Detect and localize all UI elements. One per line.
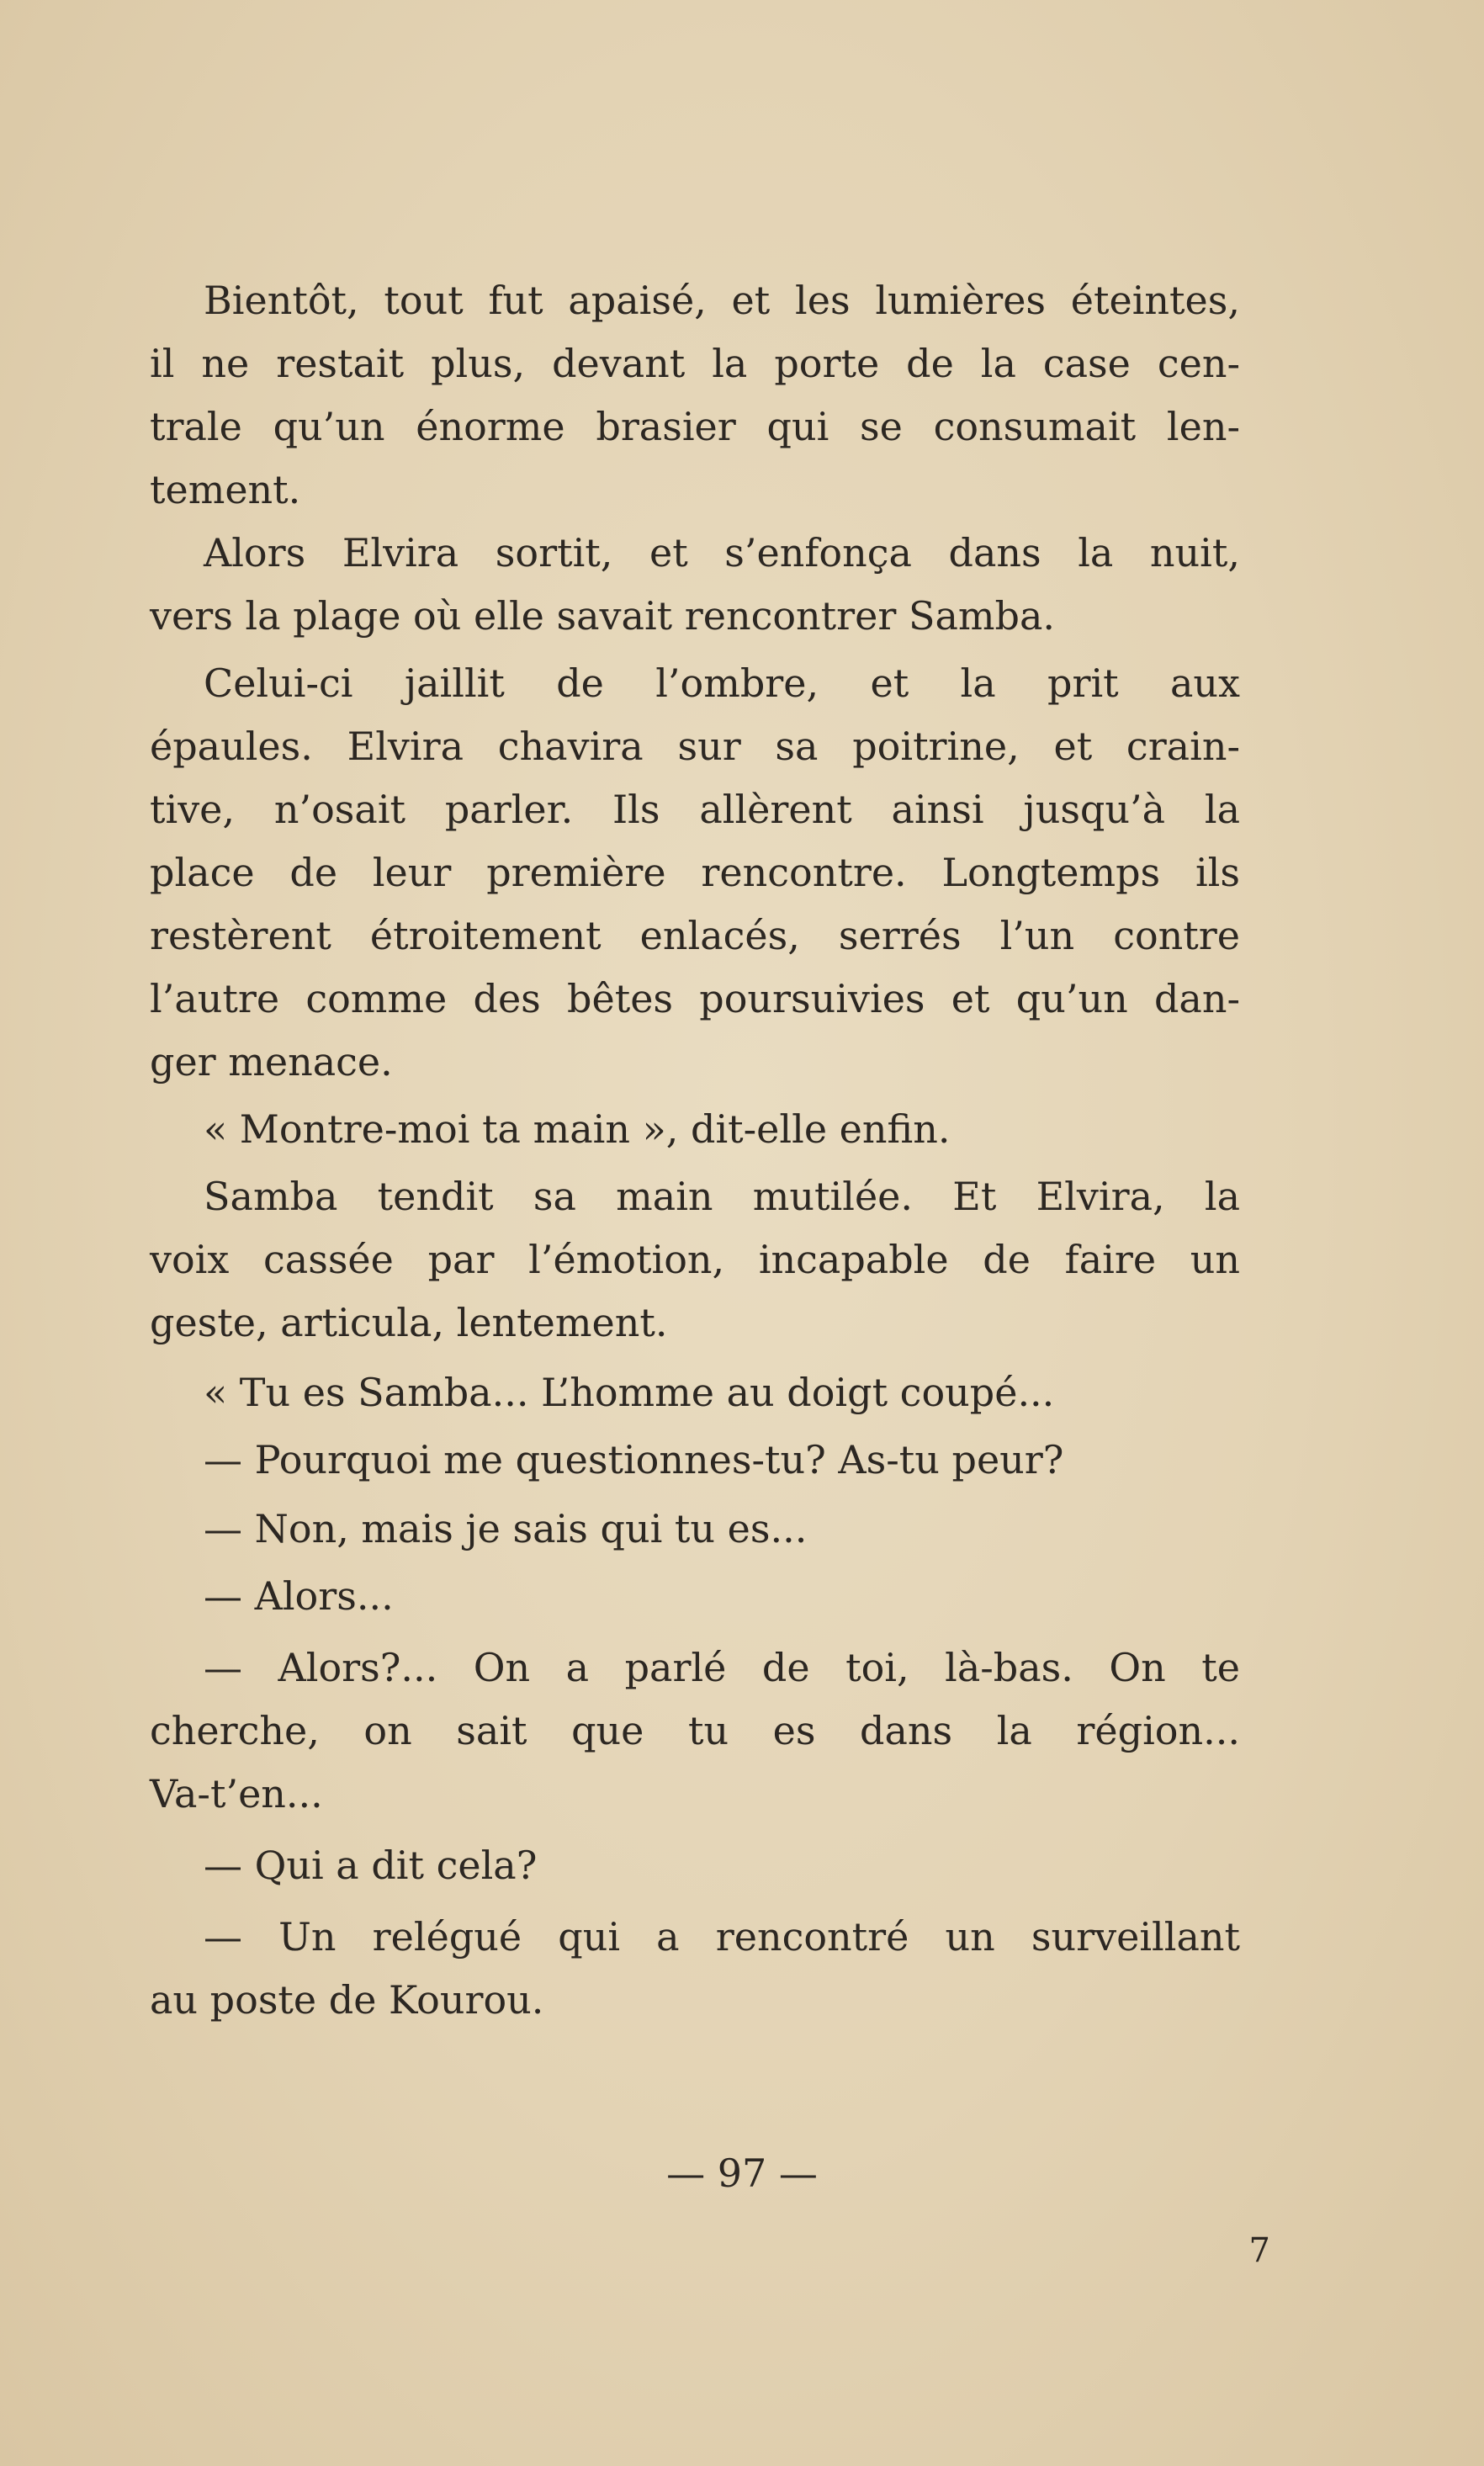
signature-mark: 7	[1248, 2231, 1270, 2270]
text-line: — Qui a dit cela?	[204, 1843, 538, 1888]
text-line: il ne restait plus, devant la porte de la case cen-	[150, 341, 1240, 386]
text-line: l’autre comme des bêtes poursuivies et qu’un dan-	[150, 976, 1240, 1021]
text-line: — Alors?... On a parlé de toi, là-bas. On te	[204, 1645, 1240, 1690]
text-line: tive, n’osait parler. Ils allèrent ainsi jusqu’à la	[150, 787, 1240, 832]
text-line: ger menace.	[150, 1039, 393, 1085]
text-line: Alors Elvira sortit, et s’enfonça dans la nuit,	[204, 530, 1240, 575]
text-line: Samba tendit sa main mutilée. Et Elvira, la	[204, 1174, 1240, 1219]
text-line: vers la plage où elle savait rencontrer Samba.	[150, 593, 1056, 639]
text-line: geste, articula, lentement.	[150, 1300, 668, 1345]
text-line: épaules. Elvira chavira sur sa poitrine, et crain-	[150, 724, 1240, 769]
text-line: cherche, on sait que tu es dans la région...	[150, 1708, 1240, 1753]
text-line: — Alors...	[204, 1573, 394, 1619]
text-line: trale qu’un énorme brasier qui se consumait len-	[150, 404, 1240, 449]
text-line: — Non, mais je sais qui tu es...	[204, 1506, 808, 1551]
text-line: Va-t’en...	[150, 1771, 323, 1816]
text-line: Bientôt, tout fut apaisé, et les lumières éteintes,	[204, 278, 1240, 323]
text-line: tement.	[150, 467, 301, 512]
text-line: « Montre-moi ta main », dit-elle enfin.	[204, 1106, 951, 1152]
text-line: voix cassée par l’émotion, incapable de faire un	[150, 1237, 1240, 1282]
page-number: — 97 —	[666, 2150, 818, 2196]
text-line: place de leur première rencontre. Longtemps ils	[150, 850, 1240, 895]
text-line: — Un relégué qui a rencontré un surveillant	[204, 1914, 1240, 1960]
text-line: « Tu es Samba... L’homme au doigt coupé...	[204, 1370, 1055, 1415]
text-line: Celui-ci jaillit de l’ombre, et la prit aux	[204, 660, 1240, 706]
text-line: restèrent étroitement enlacés, serrés l’un contre	[150, 913, 1240, 958]
text-line: au poste de Kourou.	[150, 1977, 544, 2023]
text-line: — Pourquoi me questionnes-tu? As-tu peur?	[204, 1437, 1064, 1482]
